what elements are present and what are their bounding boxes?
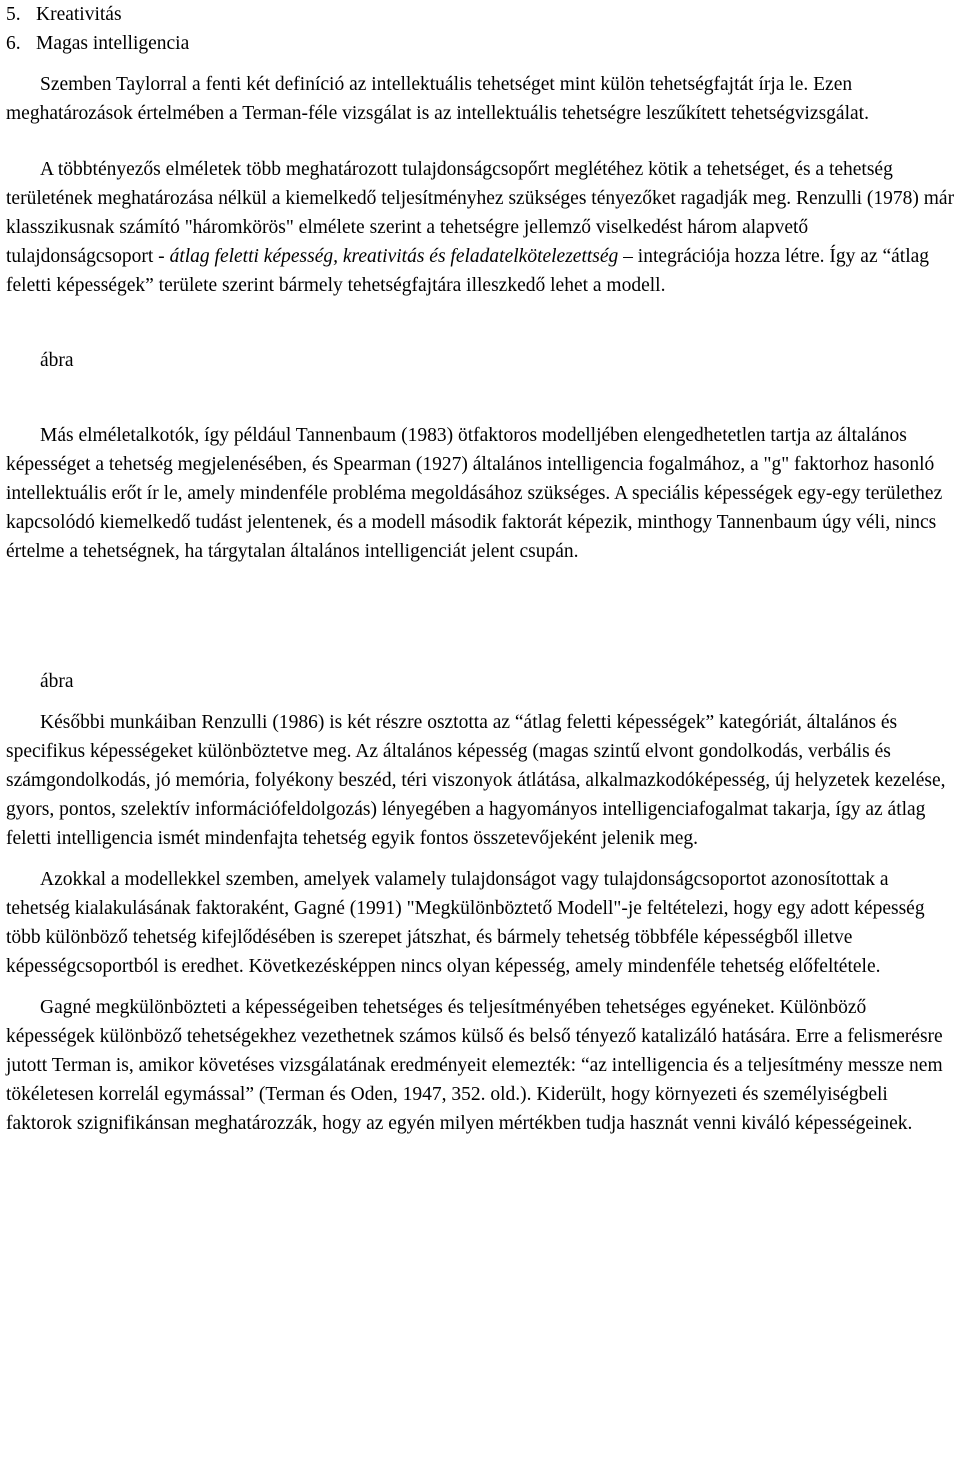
paragraph-text: A többtényezős elméletek több meghatározott tulajdonságcsopőrt meglétéhez kötik a tehetséget, és a tehetség területének meghatározása nélkül a kiemelkedő teljesítményhez szükséges tényezőket ragadják meg. Renzulli (1978) már klasszikusnak számító "háromkörös" elmélete szerint a tehetségre jellemző viselkedést három alapvető tulajdonságcsoport - xyxy=(6,159,955,267)
spacer xyxy=(6,696,956,708)
italic-phrase: átlag feletti képesség, kreativitás és feladatelkötelezettség xyxy=(169,246,619,267)
spacer xyxy=(6,128,956,155)
paragraph-gagne-model: Azokkal a modellekkel szemben, amelyek valamely tulajdonságot vagy tulajdonságcsoportot azonosítottak a tehetség kialakulásának faktoraként, Gagné (1991) "Megkülönböztető Modell"-je feltételezi, hogy egy adott képesség több különböző tehetség kifejlődésében is szerepet játszhat, és bármely tehetség többféle képességből illetve képességcsoportból is eredhet. Következésképpen nincs olyan képesség, amely mindenféle tehetség előfeltétele. xyxy=(6,869,925,977)
list-label: Magas intelligencia xyxy=(36,33,190,54)
list-number: 5. xyxy=(6,4,21,25)
figure-caption: ábra xyxy=(40,671,74,692)
spacer xyxy=(6,566,956,640)
list-number: 6. xyxy=(6,33,21,54)
list-item xyxy=(6,0,956,29)
spacer xyxy=(6,375,956,421)
list-item xyxy=(6,29,956,58)
document-page xyxy=(6,0,956,1138)
paragraph-renzulli-1978 xyxy=(6,155,956,300)
spacer xyxy=(6,640,956,667)
paragraph-taylor: Szemben Taylorral a fenti két definíció az intellektuális tehetséget mint külön tehetségfajtát írja le. Ezen meghatározások értelmében a Terman-féle vizsgálat is az intellektuális tehetségre leszűkített tehetségvizsgálat. xyxy=(6,74,869,124)
list-label: Kreativitás xyxy=(36,4,122,25)
paragraph-renzulli-1986: Későbbi munkáiban Renzulli (1986) is két részre osztotta az “átlag feletti képességek” kategóriát, általános és specifikus képességeket különböztetve meg. Az általános képesség (magas szintű elvont gondolkodás, verbális és számgondolkodás, jó memória, folyékony beszéd, téri viszonyok átlátása, alkalmazkodóképesség, új helyzetek kezelése, gyors, pontos, szelektív információfeldolgozás) lényegében a hagyományos intelligenciafogalmat takarja, így az átlag feletti intelligencia ismét mindenfajta tehetség egyik fontos összetevőjeként jelenik meg. xyxy=(6,712,946,849)
paragraph-gagne-distinction: Gagné megkülönbözteti a képességeiben tehetséges és teljesítményében tehetséges egyéneket. Különböző képességek különböző tehetségekhez vezethetnek számos külső és belső tényező katalizáló hatására. Erre a felismerésre jutott Terman is, amikor követéses vizsgálatának eredményeit elemezték: “az intelligencia és a teljesítmény messze nem tökéletesen korrelál egymással” (Terman és Oden, 1947, 352. old.). Kiderült, hogy környezeti és személyiségbeli faktorok szignifikánsan meghatározzák, hogy az egyén milyen mértékben tudja hasznát venni kiváló képességeinek. xyxy=(6,997,943,1134)
paragraph-tannenbaum: Más elméletalkotók, így például Tannenbaum (1983) ötfaktoros modelljében elengedhetetlen tartja az általános képességet a tehetség megjelenésében, és Spearman (1927) általános intelligencia fogalmához, a "g" faktorhoz hasonló intellektuális erőt ír le, amely mindenféle probléma megoldásához szükséges. A speciális képességek egy-egy területhez kapcsolódó kiemelkedő tudást jelentenek, és a modell második faktorát képezik, minthogy Tannenbaum úgy véli, nincs értelme a tehetségnek, ha tárgytalan általános intelligenciát jelent csupán. xyxy=(6,425,943,562)
figure-caption: ábra xyxy=(40,350,74,371)
paragraph-text: – integrációja hozza létre. Így az “átlag feletti képességek” területe szerint bármely tehetségfajtára illeszkedő lehet a modell. xyxy=(6,246,930,296)
spacer xyxy=(6,58,956,70)
spacer xyxy=(6,853,956,865)
spacer xyxy=(6,300,956,346)
spacer xyxy=(6,981,956,993)
